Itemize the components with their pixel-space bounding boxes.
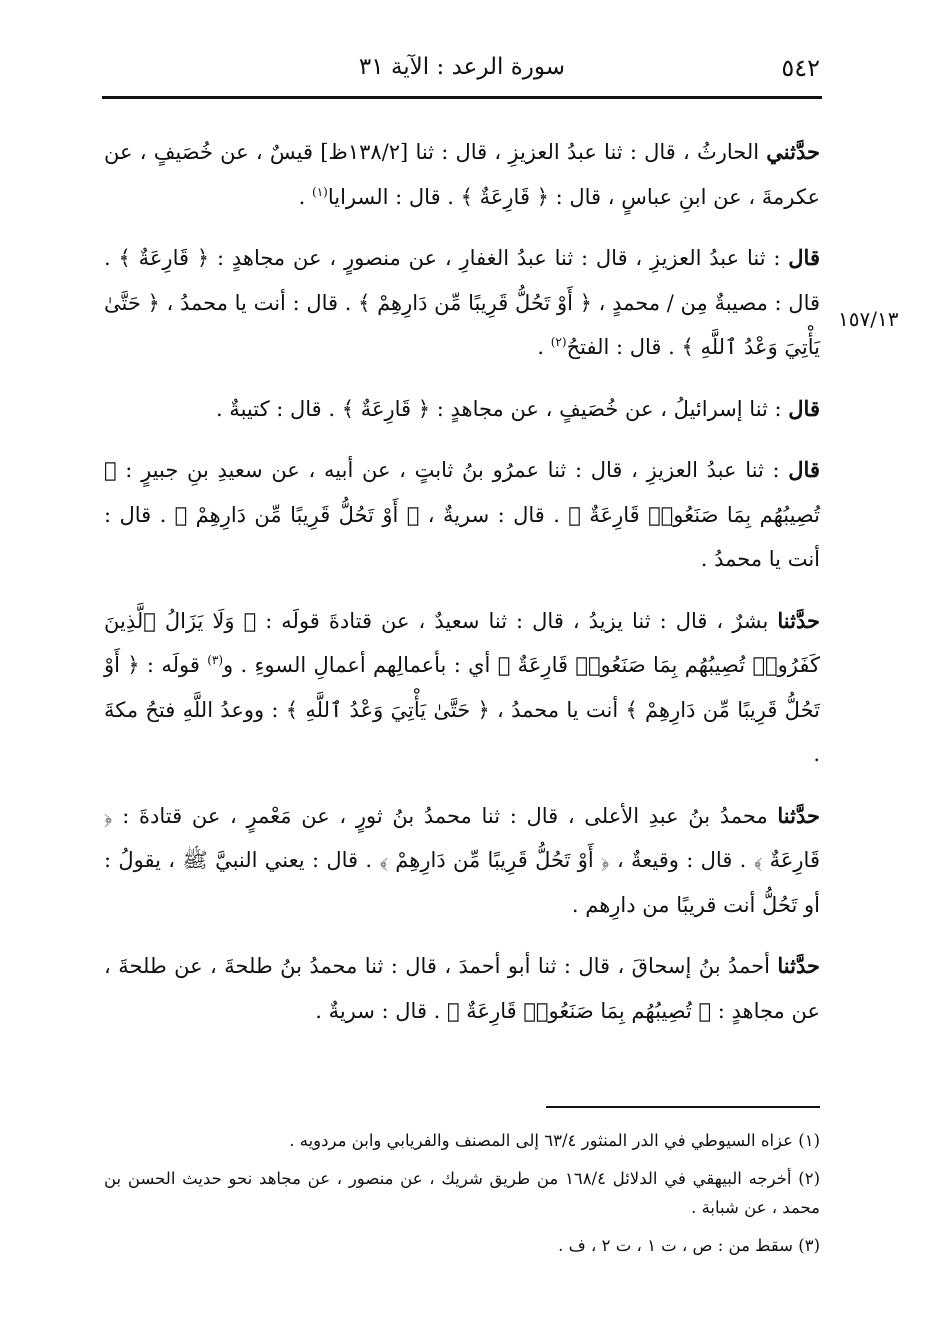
paragraph-text: : ثنا عبدُ العزيزِ ، قال : ثنا عمرُو بنُ ثابتٍ ، عن أبيه ، عن سعيدِ بنِ جبيرٍ : ﴿ تُصِيبُهُم بِمَا صَنَعُوا۟ قَارِعَةٌ ﴾ . قال : سريةٌ ، ﴿ أَوْ تَحُلُّ قَرِيبًا مِّن دَارِهِمْ ﴾ . قال : أنت يا محمدُ . <box>104 458 820 571</box>
paragraph <box>104 130 820 219</box>
running-title: سورة الرعد : الآية ٣١ <box>358 54 566 80</box>
footnote-rule <box>546 1106 820 1108</box>
footnote: (١) عزاه السيوطي في الدر المنثور ٦٣/٤ إلى المصنف والفريابي وابن مردويه . <box>289 1131 820 1150</box>
main-text <box>104 130 820 1050</box>
paragraph-lead: حدَّثنا <box>777 802 820 828</box>
paragraph-lead: حدَّثنا <box>777 953 820 978</box>
page-number: ٥٤٢ <box>781 54 820 82</box>
paragraph-text: : ثنا إسرائيلُ ، عن خُصَيفٍ ، عن مجاهدٍ : ﴿ قَارِعَةٌ ﴾ . قال : كتيبةٌ . <box>215 396 789 421</box>
paragraph-tail: قولَه : ﴿ أَوْ تَحُلُّ قَرِيبًا مِّن دَارِهِمْ ﴾ أنت يا محمدُ ، ﴿ حَتَّىٰ يَأْتِيَ وَعْدُ ٱللَّهِ ﴾ : ووعدُ اللَّهِ فتحُ مكةَ . <box>104 653 820 766</box>
paragraph <box>104 599 820 777</box>
paragraph-lead: حدَّثني <box>766 139 820 164</box>
footnote: (٢) أخرجه البيهقي في الدلائل ١٦٨/٤ من طريق شريك ، عن منصور ، عن مجاهد نحو حديث الحسن بن محمد ، عن شبابة . <box>104 1169 820 1217</box>
footnote: (٣) سقط من : ص ، ت ١ ، ت ٢ ، ف . <box>558 1236 820 1255</box>
header-rule <box>102 96 822 99</box>
paragraph <box>104 944 820 1033</box>
paragraph <box>104 387 820 432</box>
paragraph <box>104 794 820 928</box>
margin-reference: ١٥٧/١٣ <box>838 307 899 331</box>
paragraph-text: بشرٌ ، قال : ثنا يزيدُ ، قال : ثنا سعيدٌ ، عن قتادةَ قولَه : ﴿ وَلَا يَزَالُ ٱلَّذِينَ كَفَرُوا۟ تُصِيبُهُم بِمَا صَنَعُوا۟ قَارِعَةٌ ﴾ أي : بأعمالِهم أعمالِ السوءِ . و <box>104 608 820 677</box>
paragraph-text: الحارثُ ، قال : ثنا عبدُ العزيزِ ، قال : ثنا [١٣٨/٢ظ] قيسٌ ، عن خُصَيفٍ ، عن عكرمةَ ، عن ابنِ عباسٍ ، قال : ﴿ قَارِعَةٌ ﴾ . قال : السرايا <box>104 140 820 209</box>
paragraph-text: أحمدُ بنُ إسحاقَ ، قال : ثنا أبو أحمدَ ، قال : ثنا محمدُ بنُ طلحةَ ، عن طلحةَ ، عن مجاهدٍ : ﴿ تُصِيبُهُم بِمَا صَنَعُوا۟ قَارِعَةٌ ﴾ . قال : سريةٌ . <box>104 954 820 1023</box>
paragraph-text: : ثنا عبدُ العزيزِ ، قال : ثنا عبدُ الغفارِ ، عن منصورٍ ، عن مجاهدٍ : ﴿ قَارِعَةٌ ﴾ . قال : مصيبةٌ مِن / محمدٍ ، ﴿ أَوْ تَحُلُّ قَرِيبًا مِّن دَارِهِمْ ﴾ . قال : أنت يا محمدُ ، ﴿ حَتَّىٰ يَأْتِيَ وَعْدُ ٱللَّهِ ﴾ . قال : الفتحُ <box>104 246 820 359</box>
footnote-marker: (١) <box>312 184 328 199</box>
paragraph-lead: قال <box>788 395 820 421</box>
paragraph-tail: . <box>537 335 551 359</box>
paragraph-lead: قال <box>788 457 820 482</box>
paragraph-lead: قال <box>788 245 820 270</box>
paragraph-tail: . <box>298 184 313 209</box>
paragraph-text: محمدُ بنُ عبدِ الأعلى ، قال : ثنا محمدُ بنُ ثورٍ ، عن مَعْمرٍ ، عن قتادةَ : ﴿ قَارِعَةٌ ﴾ . قال : وقيعةٌ ، ﴿ أَوْ تَحُلُّ قَرِيبًا مِّن دَارِهِمْ ﴾ . قال : يعني النبيَّ ﷺ ، يقولُ : أو تَحُلُّ أنت قريبًا من دارِهم . <box>104 803 820 917</box>
footnote-marker: (٢) <box>550 335 567 349</box>
paragraph-lead: حدَّثنا <box>777 607 820 633</box>
paragraph <box>104 236 820 370</box>
paragraph <box>104 448 820 582</box>
footnote-marker: (٣) <box>207 653 224 667</box>
page-header <box>104 48 820 88</box>
footnotes <box>104 1126 820 1269</box>
